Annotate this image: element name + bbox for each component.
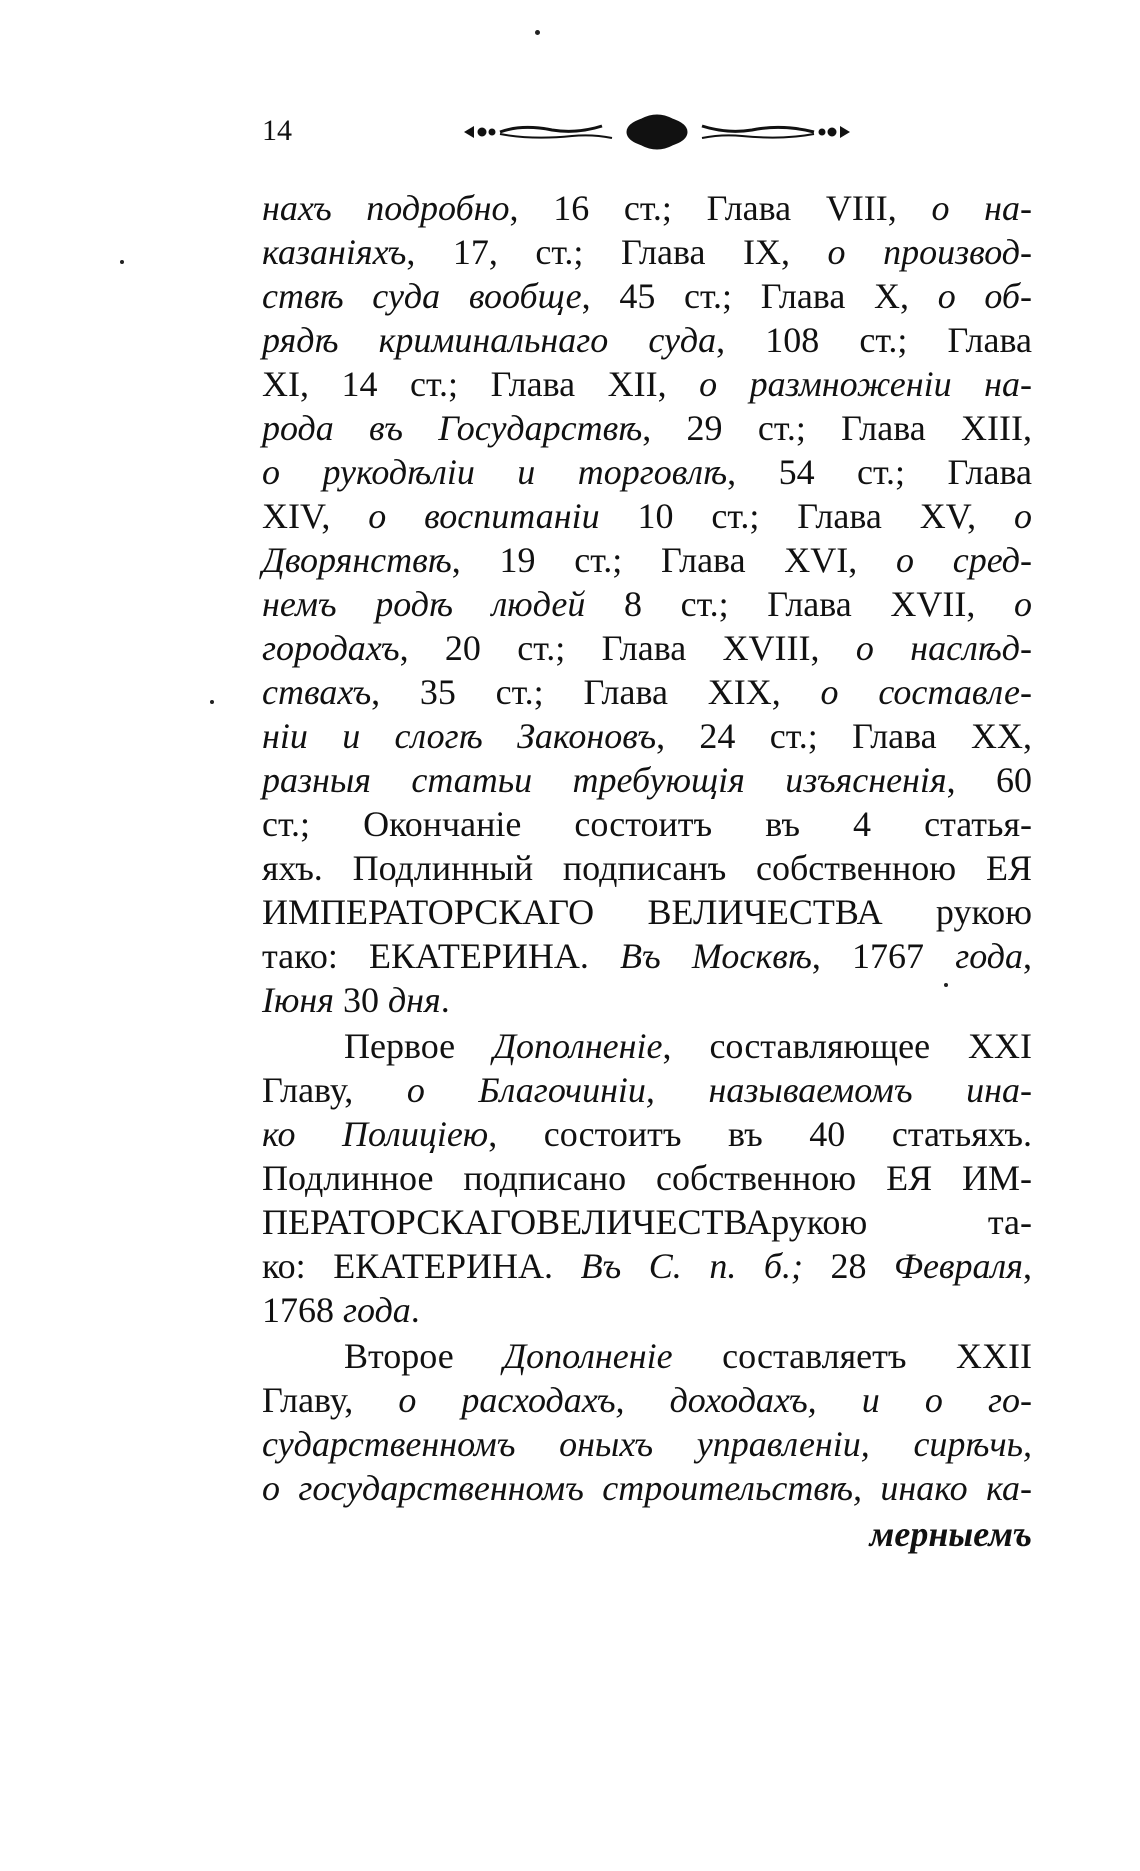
text-line: тако: ЕКАТЕРИНА. Въ Москвѣ, 1767 года, <box>262 936 1032 976</box>
scan-speck <box>210 700 214 704</box>
text-span: сударственномъ оныхъ управленіи, сирѣчь, <box>262 1424 1032 1464</box>
text-span: о сред- <box>896 540 1032 580</box>
text-line: рядѣ криминальнаго суда, 108 ст.; Глава <box>262 320 1032 360</box>
text-span: о рукодѣліи и торговлѣ <box>262 452 728 492</box>
text-span: ніи и слогѣ Законовъ <box>262 716 657 756</box>
text-line <box>262 1466 1032 1510</box>
text-span: о составле- <box>820 672 1033 712</box>
text-line: 1768 года. <box>262 1290 420 1330</box>
text-span: ко Полиціею <box>262 1114 489 1154</box>
text-span: ствѣ суда вообще <box>262 276 582 316</box>
text-line: разныя статьи требующія изъясненія, 60 <box>262 760 1032 800</box>
text-span: о <box>1014 584 1033 624</box>
text-line: ніи и слогѣ Законовъ, 24 ст.; Глава XX, <box>262 716 1032 756</box>
text-line: ко Полиціею, состоитъ въ 40 статьяхъ. <box>262 1114 1032 1154</box>
text-span: рода въ Государствѣ <box>262 408 643 448</box>
text-line: Первое Дополненіе, составляющее XXI <box>344 1026 1033 1066</box>
text-span: года <box>343 1290 411 1330</box>
text-line: городахъ, 20 ст.; Глава XVIII, о наслѣд- <box>262 628 1032 668</box>
text-span: Въ С. п. б.; <box>580 1246 803 1286</box>
text-line: Дворянствѣ, 19 ст.; Глава XVI, о сред- <box>262 540 1032 580</box>
text-span: о наслѣд- <box>855 628 1032 668</box>
text-span: о размноженіи на- <box>699 364 1032 404</box>
text-line: немъ родѣ людей 8 ст.; Глава XVII, о <box>262 584 1033 624</box>
text-line: Второе Дополненіе составляетъ XXII <box>344 1336 1033 1376</box>
text-span: о об- <box>937 276 1032 316</box>
text-span: года <box>955 936 1023 976</box>
decorative-rule-ornament-icon <box>462 112 852 152</box>
text-line: ствахъ, 35 ст.; Глава XIX, о составле- <box>262 672 1033 712</box>
scan-speck <box>535 30 540 35</box>
text-span: ствахъ <box>262 672 372 712</box>
text-span: немъ родѣ людей <box>262 584 586 624</box>
text-line: ствѣ суда вообще, 45 ст.; Глава X, о об- <box>262 276 1032 316</box>
text-span: Дворянствѣ <box>262 540 452 580</box>
text-span: Февраля <box>894 1246 1023 1286</box>
scan-speck <box>120 260 124 264</box>
text-span: о расходахъ, доходахъ, и о го- <box>398 1380 1032 1420</box>
text-span: нахъ подробно <box>262 188 510 228</box>
text-span: о <box>1014 496 1033 536</box>
text-line: XIV, о воспитаніи 10 ст.; Глава XV, о <box>262 496 1033 536</box>
text-line: ко: ЕКАТЕРИНА. Въ С. п. б.; 28 Февраля, <box>262 1246 1032 1286</box>
text-span: Въ Москвѣ <box>620 936 812 976</box>
text-line: XI, 14 ст.; Глава XII, о размноженіи на- <box>262 364 1032 404</box>
text-line: яхъ. Подлинный подписанъ собственною ЕЯ <box>262 848 1032 888</box>
text-line: казаніяхъ, 17, ст.; Глава IX, о производ- <box>262 232 1032 272</box>
text-span: Дополненіе <box>493 1026 663 1066</box>
text-span: Дополненіе <box>503 1336 673 1376</box>
text-line <box>262 1422 1032 1466</box>
catchword: мерныемъ <box>869 1514 1032 1554</box>
text-span: городахъ <box>262 628 400 668</box>
text-line: Главу, о Благочиніи, называемомъ ина- <box>262 1070 1032 1110</box>
text-span: о государственномъ строительствѣ, инако ка- <box>262 1468 1032 1508</box>
text-line: Подлинное подписано собственною ЕЯ ИМ- <box>262 1158 1032 1198</box>
text-span: о на- <box>931 188 1032 228</box>
text-span: дня <box>387 980 441 1020</box>
text-line: Главу, о расходахъ, доходахъ, и о го- <box>262 1380 1032 1420</box>
text-span: о Благочиніи, называемомъ ина- <box>406 1070 1032 1110</box>
text-line: ПЕРАТОРСКАГОВЕЛИЧЕСТВАрукою та- <box>262 1202 1032 1242</box>
text-span: Іюня <box>262 980 334 1020</box>
page-number: 14 <box>262 114 292 147</box>
text-line: нахъ подробно, 16 ст.; Глава VIII, о на- <box>262 188 1032 228</box>
text-span: о воспитаніи <box>368 496 600 536</box>
text-span: разныя статьи требующія изъясненія <box>262 760 947 800</box>
text-line: о рукодѣліи и торговлѣ, 54 ст.; Глава <box>262 452 1032 492</box>
text-line: ИМПЕРАТОРСКАГО ВЕЛИЧЕСТВА рукою <box>262 892 1032 932</box>
text-line: ст.; Окончаніе состоитъ въ 4 статья- <box>262 804 1032 844</box>
text-span: о производ- <box>827 232 1032 272</box>
text-span: казаніяхъ <box>262 232 407 272</box>
text-line: Іюня 30 дня. <box>262 980 450 1020</box>
text-span: рядѣ криминальнаго суда <box>262 320 717 360</box>
text-line: рода въ Государствѣ, 29 ст.; Глава XIII, <box>262 408 1032 448</box>
